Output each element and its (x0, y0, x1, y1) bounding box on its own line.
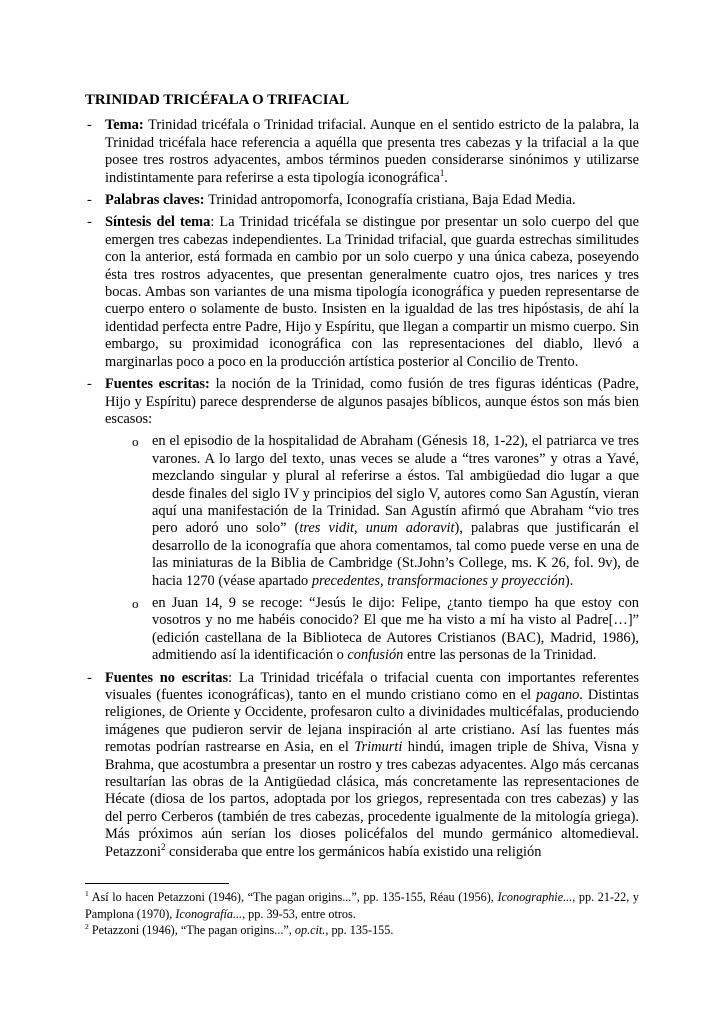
bullet-item-fuentes-no-escritas (85, 670, 639, 861)
bullet-item-fuentes-escritas (85, 376, 639, 428)
footnote-marker: 1 (85, 888, 89, 898)
sub-bullet-abraham (85, 433, 639, 590)
footnote-text: Petazzoni (1946), “The pagan origins...”, op.cit., pp. 135-155. (88, 923, 394, 938)
bullet-item-tema (85, 117, 639, 187)
footnote-text: Así lo hacen Petazzoni (1946), “The pagan origins...”, pp. 135-155, Réau (1956), Iconographie..., pp. 21-22, y Pamplona (1970), Iconografía..., pp. 39-53, entre otros. (85, 890, 639, 921)
bullet-marker: - (87, 192, 92, 209)
sub-bullet-marker: o (132, 434, 139, 450)
footnotes-section (85, 883, 639, 939)
paragraph-text: Fuentes escritas: la noción de la Trinidad, como fusión de tres figuras idénticas (Padre, Hijo y Espíritu) parece desprenderse de algunos pasajes bíblicos, aunque éstos son más bien escasos: (105, 376, 639, 427)
footnote-marker: 2 (85, 922, 89, 932)
footnote-2 (85, 922, 639, 939)
sub-bullet-juan (85, 595, 639, 665)
paragraph-text: Palabras claves: Trinidad antropomorfa, Iconografía cristiana, Baja Edad Media. (105, 192, 576, 209)
bullet-item-sintesis-del-tema (85, 214, 639, 371)
bullet-item-palabras-claves (85, 192, 639, 209)
bullet-marker: - (87, 117, 92, 134)
footnote-1 (85, 889, 639, 922)
bullet-marker: - (87, 376, 92, 393)
bullet-marker: - (87, 669, 92, 686)
document-body (85, 92, 639, 866)
paragraph-text: en Juan 14, 9 se recoge: “Jesús le dijo: Felipe, ¿tanto tiempo ha que estoy con vosotros y no me habéis conocido? El que me ha visto a mí ha visto al Padre[…]” (edición castellana de la Biblioteca de Autores Cristianos (BAC), Madrid, 1986), admitiendo así la identificación o confusión entre las personas de la Trinidad. (152, 594, 639, 664)
sub-bullet-marker: o (132, 595, 139, 611)
paragraph-text: Fuentes no escritas: La Trinidad tricéfala o trifacial cuenta con importantes referentes visuales (fuentes iconográficas), tanto en el mundo cristiano como en el pagano. Distintas religiones, de Oriente y Occidente, profesaron culto a divinidades multicéfalas, produciendo imágenes que pudieron servir de lejana inspiración al arte cristiano. Así las fuentes más remotas podrían rastrearse en Asia, en el Trimurti hindú, imagen triple de Shiva, Visna y Brahma, que acostumbra a presentar un rostro y tres cabezas adyacentes. Algo más cercanas resultarían las obras de la Antigüedad clásica, más concretamente las representaciones de Hécate (diosa de los partos, adoptada por los griegos, representada con tres cabezas) y las del perro Cerberos (también de tres cabezas, procedente igualmente de la mitología griega). Más próximos aún serían los dioses policéfalos del mundo germánico altomedieval. Petazzoni$^2$ consideraba que entre los germánicos había existido una religión (105, 669, 639, 860)
bullet-marker: - (87, 214, 92, 231)
paragraph-text: en el episodio de la hospitalidad de Abraham (Génesis 18, 1-22), el patriarca ve tres varones. A lo largo del texto, unas veces se alude a “tres varones” y otras a Yavé, mezclando singular y plural al referirse a éstos. Tal ambigüedad dio lugar a que desde finales del siglo IV y principios del siglo V, autores como San Agustín, vieran aquí una manifestación de la Trinidad. San Agustín afirmó que Abraham “vio tres pero adoró uno solo” (tres vidit, unum adoravit), palabras que justificarán el desarrollo de la iconografía que ahora comentamos, tal como puede verse en una de las miniaturas de la Biblia de Cambridge (St.John’s College, ms. K 26, fol. 9v), de hacia 1270 (véase apartado precedentes, transformaciones y proyección). (152, 433, 640, 589)
paragraph-text: Síntesis del tema: La Trinidad tricéfala se distingue por presentar un solo cuerpo del que emergen tres cabezas independientes. La Trinidad trifacial, que guarda estrechas similitudes con la anterior, está formada en cambio por un solo cuerpo y una única cabeza, poseyendo ésta tres rostros adyacentes, que presentan generalmente cuatro ojos, tres narices y tres bocas. Ambas son variantes de una misma tipología iconográfica y pueden representarse de cuerpo entero o solamente de busto. Insisten en la igualdad de las tres hipóstasis, de ahí la identidad perfecta entre Padre, Hijo y Espíritu, que llegan a compartir un mismo cuerpo. Sin embargo, su proximidad iconográfica con las representaciones del diablo, llevó a marginarlas poco a poco en la producción artística posterior al Concilio de Trento. (105, 214, 639, 370)
footnote-separator (85, 883, 229, 884)
document-title: TRINIDAD TRICÉFALA O TRIFACIAL (85, 92, 350, 108)
paragraph-text: Tema: Trinidad tricéfala o Trinidad trifacial. Aunque en el sentido estricto de la palabra, la Trinidad tricéfala hace referencia a aquélla que presenta tres cabezas y la trifacial a la que posee tres rostros adyacentes, ambos términos pueden considerarse sinónimos y utilizarse indistintamente para referirse a esta tipología iconográfica$^1$. (105, 117, 639, 186)
